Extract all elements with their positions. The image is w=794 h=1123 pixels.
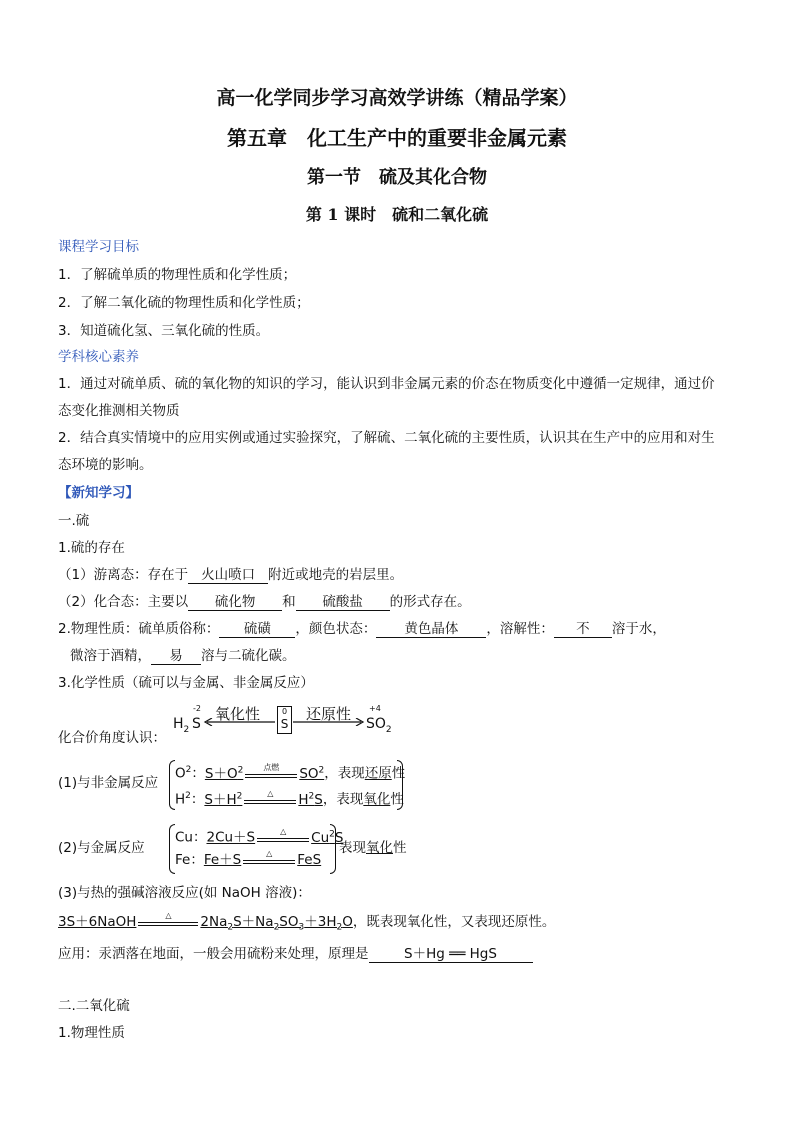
doc-title: 高一化学同步学习高效学讲练（精品学案） [216, 87, 578, 109]
core-paragraph: 态环境的影响。 [58, 457, 153, 473]
arrow-right-icon [293, 718, 365, 726]
chapter-title: 第五章 化工生产中的重要非金属元素 [227, 126, 567, 150]
chemical-properties-heading: 3.化学性质（硫可以与金属、非金属反应） [58, 675, 314, 691]
reaction-copper-sulfur: Cu：2Cu＋S △ Cu$^2$S [175, 826, 344, 846]
so2-physical-heading: 1.物理性质 [58, 1025, 125, 1041]
goal-item: 3．知道硫化氢、三氧化硫的性质。 [58, 323, 270, 339]
answer-blank: 硫酸盐 [296, 594, 390, 611]
lesson-title: 第 1 课时 硫和二氧化硫 [305, 205, 489, 224]
new-knowledge-heading: 【新知学习】 [58, 485, 139, 501]
goal-item: 2．了解二氧化硫的物理性质和化学性质； [58, 295, 310, 311]
answer-blank: 硫化物 [188, 594, 282, 611]
combined-state-line: （2）化合态：主要以 硫化物 和 硫酸盐 的形式存在。 [58, 594, 471, 610]
nonmetal-reaction-label: (1)与非金属反应 [58, 775, 159, 791]
answer-blank: 黄色晶体 [376, 621, 486, 638]
application-line: 应用：汞洒落在地面，一般会用硫粉来处理，原理是 S＋Hg ══ HgS [58, 945, 533, 963]
section-sulfur-heading: 一.硫 [58, 513, 90, 529]
valence-diagram: $H_2$ S -2 氧化性 0 S 还原性 $SO_2$ +4 [173, 704, 392, 735]
right-brace [330, 824, 336, 874]
free-state-line: （1）游离态：存在于 火山喷口 附近或地壳的岩层里。 [58, 567, 404, 583]
reaction-sulfur-naoh: 3S＋6NaOH △ $2Na_2S+Na_2SO_3+3H_2O$，既表现氧化性，又表现还原性。 [58, 911, 556, 933]
core-paragraph: 2．结合真实情境中的应用实例或通过实验探究，了解硫、二氧化硫的主要性质，认识其在生产中的应用和对生 [58, 430, 715, 446]
answer-blank: 硫磺 [219, 621, 295, 638]
solubility-line: 微溶于酒精， 易 溶与二硫化碳。 [70, 648, 296, 664]
reaction-iron-sulfur: Fe：Fe＋S △ FeS [175, 849, 322, 868]
physical-properties-line: 2.物理性质：硫单质俗称： 硫磺 ，颜色状态： 黄色晶体 ，溶解性： 不 溶于水， [58, 621, 666, 637]
answer-blank: S＋Hg ══ HgS [369, 946, 533, 963]
arrow-left-icon [203, 718, 275, 726]
valence-label: 化合价角度认识： [58, 730, 166, 746]
metal-reaction-label: (2)与金属反应 [58, 840, 145, 856]
goal-item: 1．了解硫单质的物理性质和化学性质； [58, 267, 297, 283]
existence-heading: 1.硫的存在 [58, 540, 125, 556]
sulfur-zero-box: 0 S [277, 706, 292, 734]
core-heading: 学科核心素养 [58, 349, 139, 365]
section-so2-heading: 二.二氧化硫 [58, 998, 130, 1014]
core-paragraph: 态变化推测相关物质 [58, 403, 180, 419]
answer-blank: 火山喷口 [188, 567, 268, 584]
goals-heading: 课程学习目标 [58, 239, 139, 255]
section-title: 第一节 硫及其化合物 [307, 167, 487, 188]
reaction-sulfur-oxygen: $O^2$：$S+O^2$ 点燃 $SO^2$，表现还原性 [175, 762, 406, 782]
answer-blank: 易 [151, 648, 201, 665]
base-reaction-label: (3)与热的强碱溶液反应(如 NaOH 溶液)： [58, 885, 311, 901]
metal-reaction-note: 表现氧化性 [339, 840, 407, 856]
reaction-sulfur-hydrogen: $H^2$：$S+H^2$ △ $H^2S$，表现氧化性 [175, 788, 404, 808]
core-paragraph: 1．通过对硫单质、硫的氧化物的知识的学习，能认识到非金属元素的价态在物质变化中遵循一定规律，通过价 [58, 376, 715, 392]
answer-blank: 不 [554, 621, 612, 638]
right-brace [397, 760, 403, 810]
